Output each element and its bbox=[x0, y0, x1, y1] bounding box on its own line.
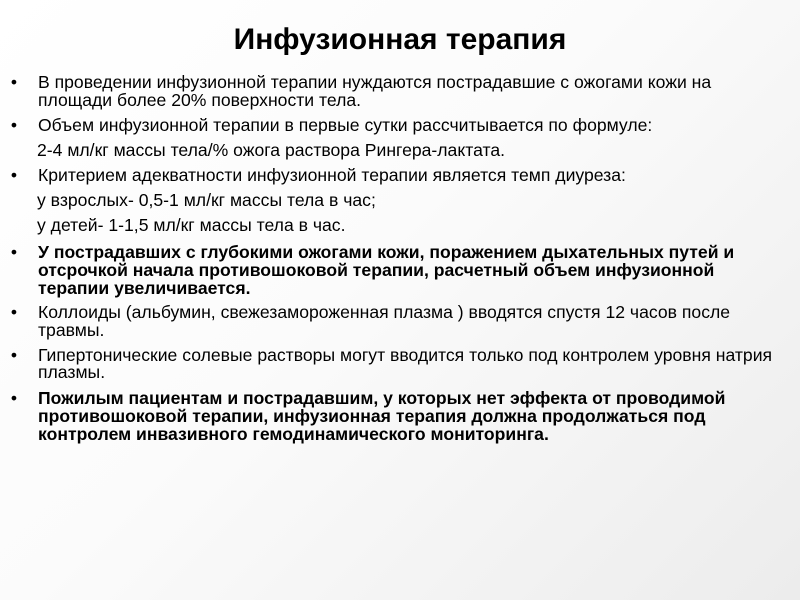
bullet-item-2 bbox=[10, 114, 780, 135]
bullet-item-5 bbox=[10, 302, 780, 340]
formula-text: 2-4 мл/кг массы тела/% ожога раствора Рингера-лактата. bbox=[37, 139, 506, 160]
child-rate-line bbox=[37, 217, 779, 235]
bullet-list bbox=[0, 74, 800, 451]
adult-rate-text: у взрослых- 0,5-1 мл/кг массы тела в час; bbox=[37, 189, 376, 210]
bullet-text: Гипертонические солевые растворы могут вводится только под контролем уровня натрия плазмы. bbox=[38, 344, 773, 382]
bullet-item-6 bbox=[10, 344, 780, 382]
adult-rate-line bbox=[37, 189, 779, 210]
bullet-text: Объем инфузионной терапии в первые сутки рассчитывается по формуле: bbox=[38, 114, 653, 135]
bullet-item-7 bbox=[10, 388, 780, 444]
bullet-text: Коллоиды (альбумин, свежезамороженная плазма ) вводятся спустя 12 часов после травмы. bbox=[38, 302, 731, 340]
bullet-item-4 bbox=[10, 241, 780, 298]
bullet-item-3 bbox=[10, 164, 780, 185]
bullet-marker: • bbox=[10, 114, 18, 135]
bullet-marker: • bbox=[10, 388, 18, 408]
bullet-marker: • bbox=[10, 164, 18, 185]
bullet-item-1 bbox=[10, 72, 780, 110]
bullet-text: Критерием адекватности инфузионной терапии является темп диуреза: bbox=[38, 164, 626, 185]
bullet-text: Пожилым пациентам и пострадавшим, у которых нет эффекта от проводимой противошоковой терапии, инфузионная терапия должна продолжаться под контролем инвазивного гемодинамического мониторинга. bbox=[38, 388, 726, 444]
bullet-marker: • bbox=[10, 344, 18, 365]
bullet-text: В проведении инфузионной терапии нуждаются пострадавшие с ожогами кожи на площади более 20% поверхности тела. bbox=[38, 72, 712, 110]
bullet-marker: • bbox=[10, 241, 18, 262]
bullet-marker: • bbox=[10, 72, 18, 92]
bullet-text: У пострадавших с глубокими ожогами кожи, поражением дыхательных путей и отсрочкой начала противошоковой терапии, расчетный объем инфузионной терапии увеличивается. bbox=[38, 241, 735, 298]
formula-line bbox=[37, 139, 779, 160]
child-rate-text: у детей- 1-1,5 мл/кг массы тела в час. bbox=[37, 215, 346, 235]
bullet-marker: • bbox=[10, 302, 18, 322]
slide-title: Инфузионная терапия bbox=[233, 23, 567, 56]
